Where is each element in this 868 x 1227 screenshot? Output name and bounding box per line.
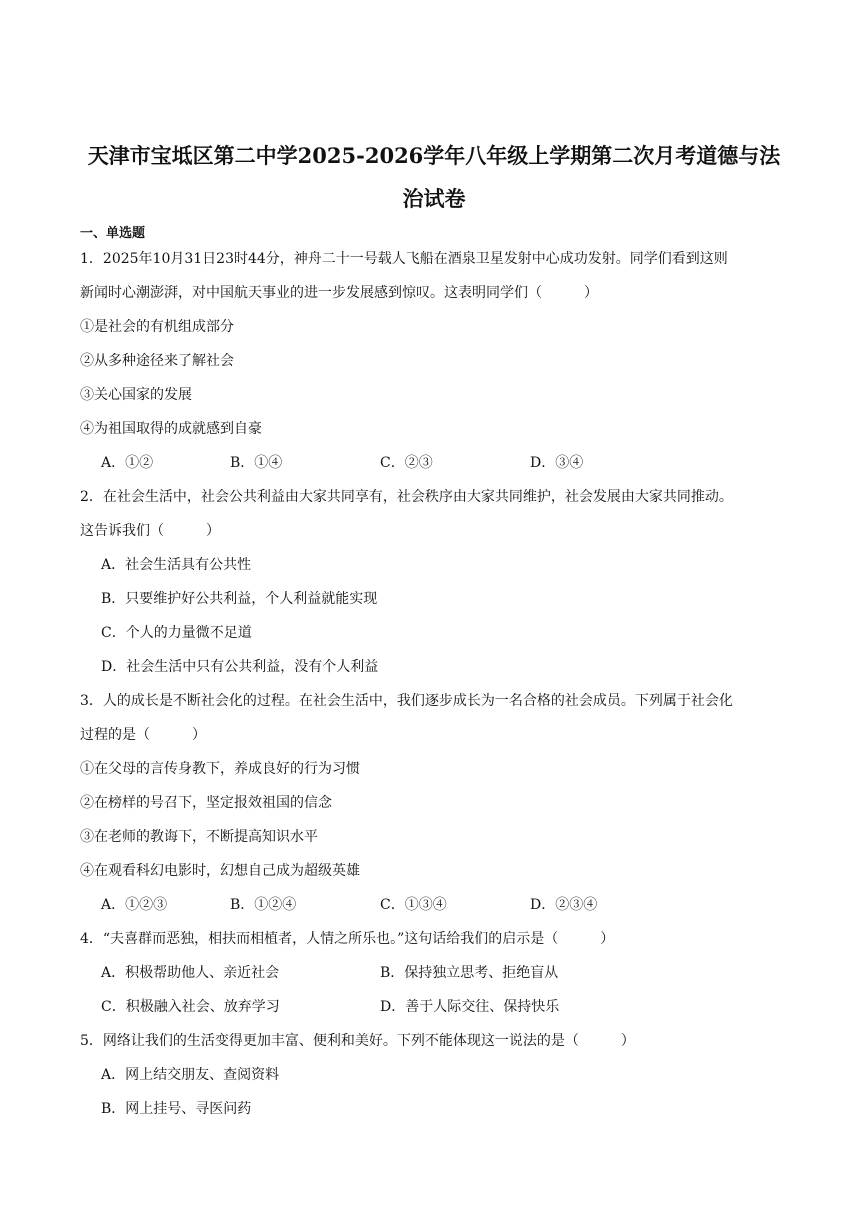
q4-option-d[interactable]: D．善于人际交往、保持快乐 (380, 999, 560, 1015)
q3-option-d[interactable]: D．②③④ (530, 897, 598, 913)
q2-stem-line-2: 这告诉我们（ ） (80, 523, 220, 539)
q3-stem-line-1: 3．人的成长是不断社会化的过程。在社会生活中，我们逐步成长为一名合格的社会成员。下列属于社会化 (80, 693, 733, 709)
q1-item-1: ①是社会的有机组成部分 (80, 319, 234, 335)
q1-option-d[interactable]: D．③④ (530, 455, 584, 471)
q1-option-c[interactable]: C．②③ (380, 455, 433, 471)
q3-item-4: ④在观看科幻电影时，幻想自己成为超级英雄 (80, 863, 360, 879)
q4-option-a[interactable]: A．积极帮助他人、亲近社会 (101, 965, 280, 981)
q4-option-c[interactable]: C．积极融入社会、放弃学习 (101, 999, 280, 1015)
q2-option-a[interactable]: A．社会生活具有公共性 (101, 557, 252, 573)
q1-item-3: ③关心国家的发展 (80, 387, 192, 403)
q4-stem-line-1: 4．“夫喜群而恶独，相扶而相植者，人情之所乐也。”这句话给我们的启示是（ ） (80, 931, 615, 947)
q3-option-c[interactable]: C．①③④ (380, 897, 447, 913)
q1-stem-line-2: 新闻时心潮澎湃，对中国航天事业的进一步发展感到惊叹。这表明同学们（ ） (80, 285, 598, 301)
section-heading-single-choice: 一、单选题 (80, 226, 146, 241)
exam-title-line-1: 天津市宝坻区第二中学2025-2026学年八年级上学期第二次月考道德与法 (87, 143, 781, 168)
q1-option-a[interactable]: A．①② (101, 455, 154, 471)
q3-option-a[interactable]: A．①②③ (101, 897, 168, 913)
q4-option-b[interactable]: B．保持独立思考、拒绝盲从 (380, 965, 559, 981)
q1-stem-line-1: 1．2025年10月31日23时44分，神舟二十一号载人飞船在酒泉卫星发射中心成功发射。同学们看到这则 (80, 251, 728, 267)
q2-option-b[interactable]: B．只要维护好公共利益，个人利益就能实现 (101, 591, 378, 607)
q5-stem-line-1: 5．网络让我们的生活变得更加丰富、便利和美好。下列不能体现这一说法的是（ ） (80, 1033, 635, 1049)
q3-item-2: ②在榜样的号召下，坚定报效祖国的信念 (80, 795, 332, 811)
q2-stem-line-1: 2．在社会生活中，社会公共利益由大家共同享有，社会秩序由大家共同维护，社会发展由大家共同推动。 (80, 489, 733, 505)
q2-option-d[interactable]: D．社会生活中只有公共利益，没有个人利益 (101, 659, 379, 675)
q3-item-3: ③在老师的教诲下，不断提高知识水平 (80, 829, 318, 845)
q1-item-2: ②从多种途径来了解社会 (80, 353, 234, 369)
q3-stem-line-2: 过程的是（ ） (80, 727, 206, 743)
q5-option-a[interactable]: A．网上结交朋友、查阅资料 (101, 1067, 280, 1083)
q2-option-c[interactable]: C．个人的力量微不足道 (101, 625, 252, 641)
q1-item-4: ④为祖国取得的成就感到自豪 (80, 421, 262, 437)
q1-option-b[interactable]: B．①④ (230, 455, 283, 471)
q3-item-1: ①在父母的言传身教下，养成良好的行为习惯 (80, 761, 360, 777)
q3-option-b[interactable]: B．①②④ (230, 897, 297, 913)
exam-title-line-2: 治试卷 (402, 186, 466, 211)
q5-option-b[interactable]: B．网上挂号、寻医问药 (101, 1101, 252, 1117)
